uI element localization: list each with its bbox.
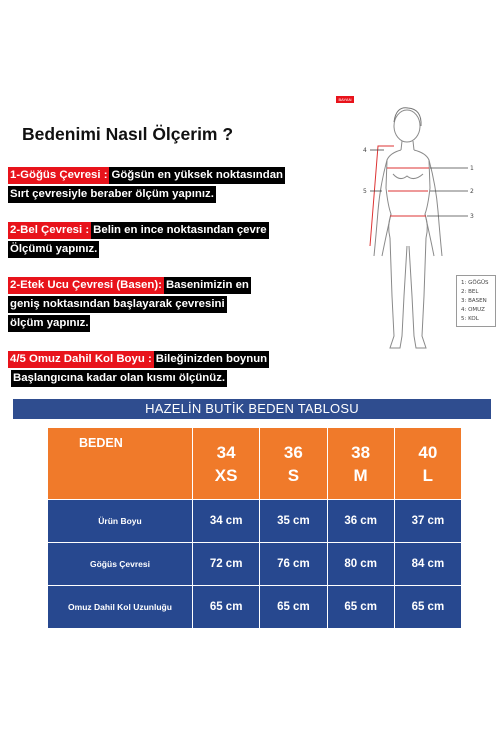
table-cell: 35 cm bbox=[260, 500, 327, 543]
instruction-hip-text-2: geniş noktasından başlayarak çevresini bbox=[8, 296, 227, 313]
legend-item: 4: OMUZ bbox=[461, 307, 485, 313]
instruction-hip bbox=[8, 277, 251, 294]
row-label: Ürün Boyu bbox=[48, 500, 193, 543]
size-number: 38 bbox=[351, 442, 371, 462]
instruction-waist-text-2: Ölçümü yapınız. bbox=[8, 241, 99, 258]
instruction-waist bbox=[8, 222, 269, 239]
instruction-waist-label: 2-Bel Çevresi : bbox=[8, 222, 91, 239]
table-row bbox=[48, 586, 462, 629]
size-table bbox=[47, 427, 462, 629]
marker-1: 1 bbox=[470, 165, 474, 172]
table-cell: 34 cm bbox=[193, 500, 260, 543]
size-code: M bbox=[353, 465, 368, 485]
size-header-row bbox=[48, 428, 462, 500]
legend-item: 3: BASEN bbox=[461, 298, 487, 304]
legend-item: 5: KOL bbox=[461, 316, 479, 322]
size-number: 40 bbox=[418, 442, 438, 462]
size-number: 36 bbox=[283, 442, 303, 462]
instruction-chest bbox=[8, 167, 285, 184]
table-cell: 36 cm bbox=[327, 500, 394, 543]
row-label: Omuz Dahil Kol Uzunluğu bbox=[48, 586, 193, 629]
size-code: S bbox=[287, 465, 300, 485]
instruction-sleeve-text-1: Bileğinizden boynun bbox=[154, 351, 269, 368]
legend-item: 2: BEL bbox=[461, 289, 479, 295]
marker-5: 5 bbox=[363, 188, 367, 195]
table-cell: 80 cm bbox=[327, 543, 394, 586]
instruction-sleeve-label: 4/5 Omuz Dahil Kol Boyu : bbox=[8, 351, 154, 368]
instruction-sleeve bbox=[8, 351, 269, 368]
table-cell: 65 cm bbox=[260, 586, 327, 629]
table-row bbox=[48, 500, 462, 543]
size-col-36 bbox=[260, 428, 327, 500]
table-cell: 37 cm bbox=[394, 500, 461, 543]
instruction-hip-text-3: ölçüm yapınız. bbox=[8, 315, 90, 332]
table-cell: 72 cm bbox=[193, 543, 260, 586]
instruction-chest-text-1: Göğsün en yüksek noktasından bbox=[109, 167, 285, 184]
table-cell: 84 cm bbox=[394, 543, 461, 586]
instruction-chest-text-2: Sırt çevresiyle beraber ölçüm yapınız. bbox=[8, 186, 216, 203]
size-code: XS bbox=[214, 465, 238, 485]
size-table-title: HAZELİN BUTİK BEDEN TABLOSU bbox=[13, 399, 491, 419]
marker-2: 2 bbox=[470, 188, 474, 195]
table-row bbox=[48, 543, 462, 586]
size-header-label: BEDEN bbox=[48, 428, 193, 500]
table-cell: 65 cm bbox=[327, 586, 394, 629]
figure-badge: BAYAN bbox=[336, 96, 354, 103]
marker-4: 4 bbox=[363, 147, 367, 154]
instruction-hip-label: 2-Etek Ucu Çevresi (Basen): bbox=[8, 277, 164, 294]
instruction-chest-label: 1-Göğüs Çevresi : bbox=[8, 167, 109, 184]
size-code: L bbox=[422, 465, 434, 485]
size-col-40 bbox=[394, 428, 461, 500]
size-number: 34 bbox=[216, 442, 236, 462]
instruction-waist-text-1: Belin en ince noktasından çevre bbox=[91, 222, 268, 239]
size-col-34 bbox=[193, 428, 260, 500]
figure-legend bbox=[456, 275, 496, 327]
page-title: Bedenimi Nasıl Ölçerim ? bbox=[22, 124, 234, 144]
instruction-hip-text-1: Basenimizin en bbox=[164, 277, 251, 294]
table-cell: 65 cm bbox=[394, 586, 461, 629]
instruction-sleeve-text-2: Başlangıcına kadar olan kısmı ölçünüz. bbox=[11, 370, 227, 387]
legend-item: 1: GÖĞÜS bbox=[461, 280, 489, 286]
marker-3: 3 bbox=[470, 213, 474, 220]
size-col-38 bbox=[327, 428, 394, 500]
table-cell: 76 cm bbox=[260, 543, 327, 586]
row-label: Göğüs Çevresi bbox=[48, 543, 193, 586]
table-cell: 65 cm bbox=[193, 586, 260, 629]
